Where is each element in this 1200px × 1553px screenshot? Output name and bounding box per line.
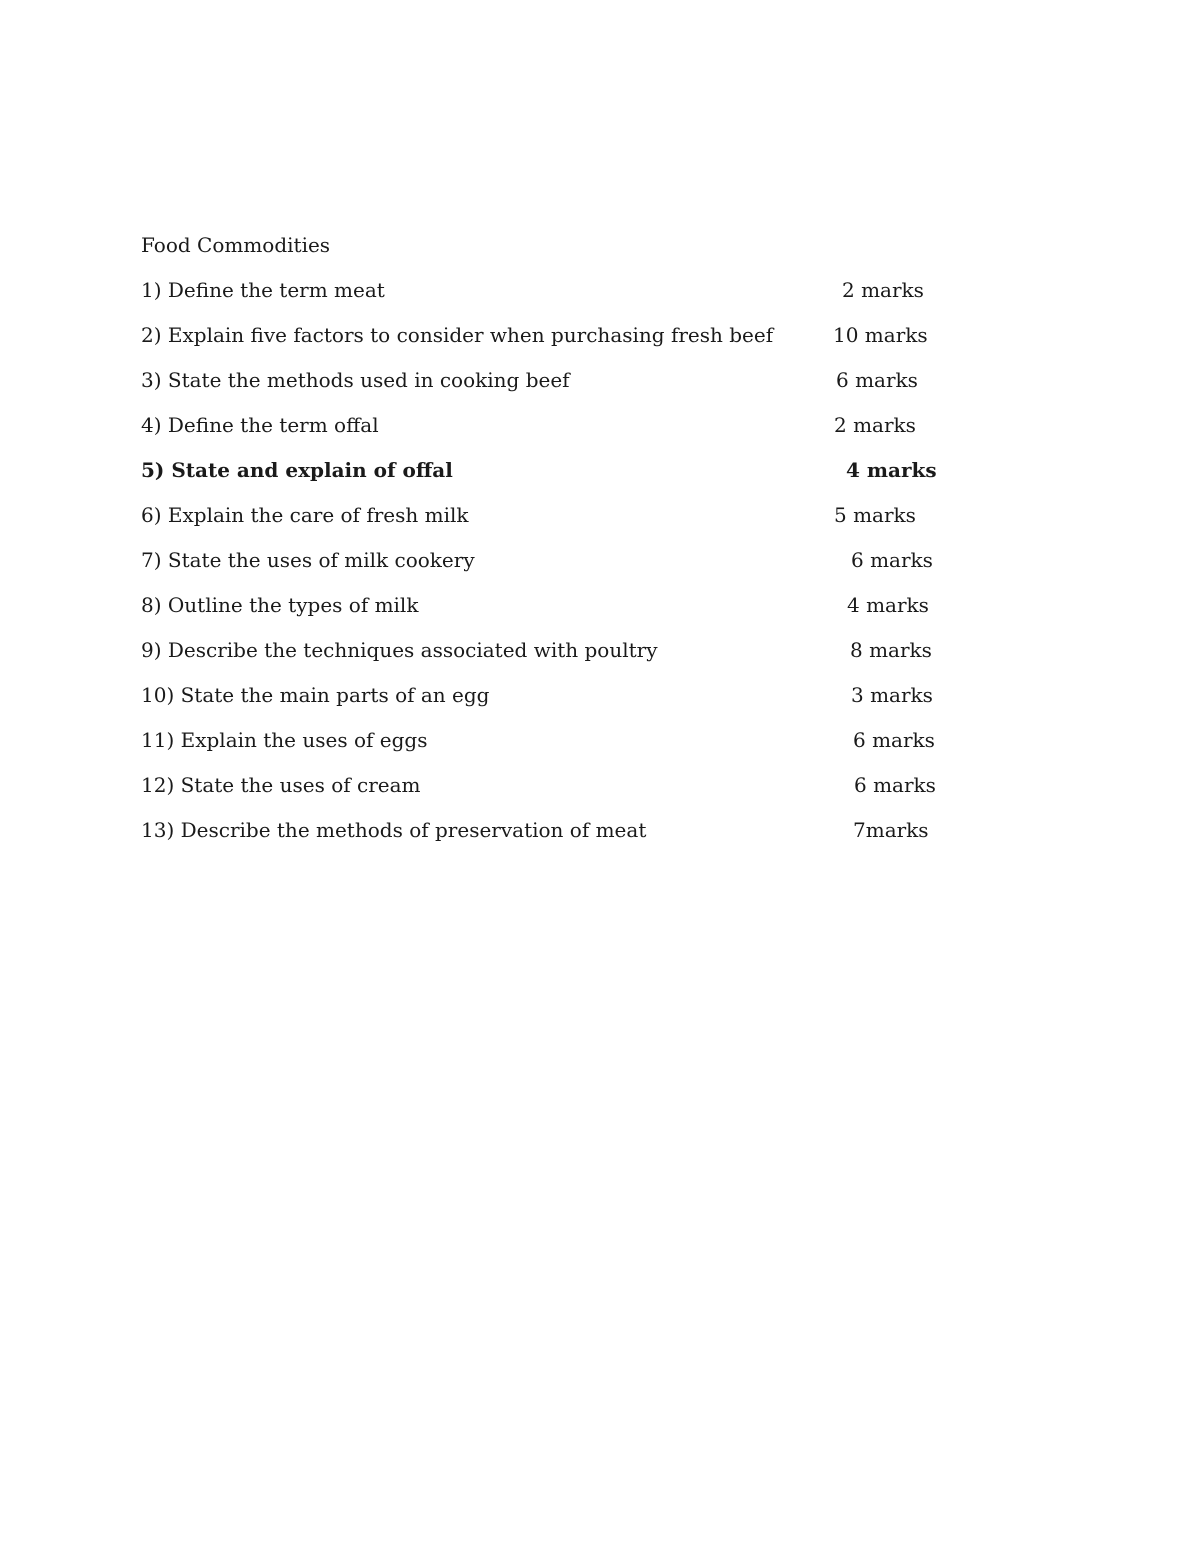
question-item-highlighted xyxy=(141,456,961,501)
question-item xyxy=(141,681,961,726)
question-item xyxy=(141,816,961,861)
question-marks: 5 marks xyxy=(834,503,916,527)
question-text: 12) State the uses of cream xyxy=(141,773,421,797)
question-item xyxy=(141,276,961,321)
question-text: 10) State the main parts of an egg xyxy=(141,683,490,707)
question-item xyxy=(141,501,961,546)
question-text: 13) Describe the methods of preservation of meat xyxy=(141,818,647,842)
question-marks: 6 marks xyxy=(853,728,935,752)
question-item xyxy=(141,411,961,456)
question-text: 6) Explain the care of fresh milk xyxy=(141,503,469,527)
question-text: 7) State the uses of milk cookery xyxy=(141,548,475,572)
document-title: Food Commodities xyxy=(141,233,331,257)
question-marks: 6 marks xyxy=(851,548,933,572)
question-text: 11) Explain the uses of eggs xyxy=(141,728,428,752)
question-text: 3) State the methods used in cooking beef xyxy=(141,368,570,392)
question-marks: 2 marks xyxy=(834,413,916,437)
question-text: 9) Describe the techniques associated with poultry xyxy=(141,638,658,662)
question-marks: 6 marks xyxy=(854,773,936,797)
question-text: 5) State and explain of offal xyxy=(141,458,453,482)
question-text: 4) Define the term offal xyxy=(141,413,379,437)
question-item xyxy=(141,726,961,771)
question-marks: 6 marks xyxy=(836,368,918,392)
question-marks: 2 marks xyxy=(842,278,924,302)
question-item xyxy=(141,366,961,411)
question-marks: 10 marks xyxy=(833,323,928,347)
question-marks: 3 marks xyxy=(851,683,933,707)
question-item xyxy=(141,771,961,816)
question-item xyxy=(141,546,961,591)
question-marks: 4 marks xyxy=(846,458,937,482)
question-item xyxy=(141,321,961,366)
question-item xyxy=(141,636,961,681)
question-item xyxy=(141,591,961,636)
question-text: 1) Define the term meat xyxy=(141,278,385,302)
question-text: 8) Outline the types of milk xyxy=(141,593,419,617)
question-text: 2) Explain five factors to consider when purchasing fresh beef xyxy=(141,323,774,347)
question-marks: 4 marks xyxy=(847,593,929,617)
question-marks: 7marks xyxy=(853,818,929,842)
question-marks: 8 marks xyxy=(850,638,932,662)
question-list xyxy=(141,276,961,861)
